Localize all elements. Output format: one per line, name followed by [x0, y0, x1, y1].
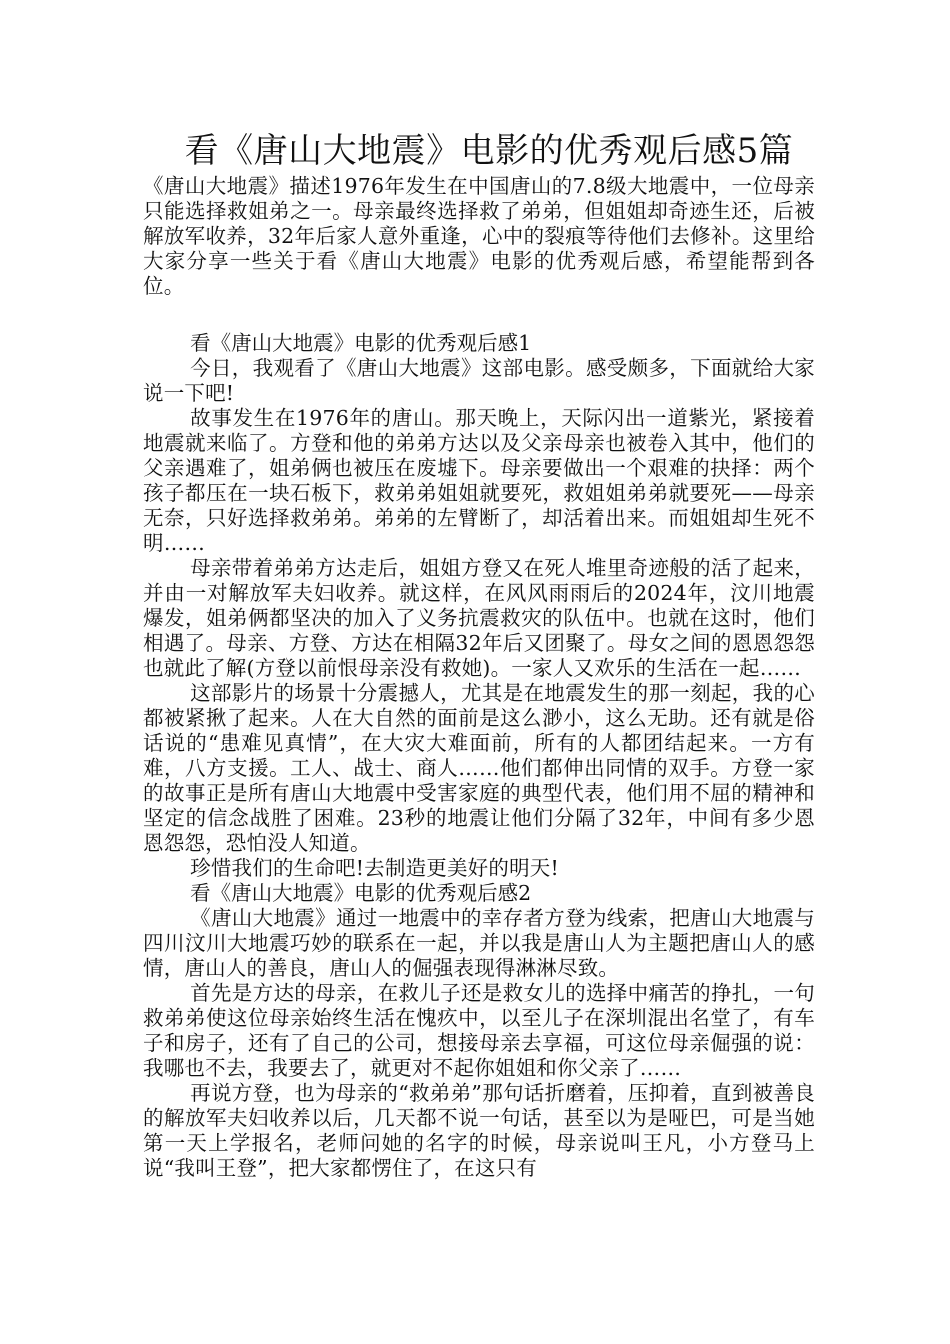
body-paragraph: 《唐山大地震》通过一地震中的幸存者方登为线索，把唐山大地震与四川汶川大地震巧妙的联系在一起，并以我是唐山人为主题把唐山人的感情，唐山人的善良，唐山人的倔强表现得淋淋尽致。 — [143, 906, 815, 980]
body-paragraph: 首先是方达的母亲，在救儿子还是救女儿的选择中痛苦的挣扎，一句救弟弟使这位母亲始终生活在愧疚中，以至儿子在深圳混出名堂了，有车子和房子，还有了自己的公司，想接母亲去享福，可这位母亲倔强的说：我哪也不去，我要去了，就更对不起你姐姐和你父亲了…… — [143, 981, 815, 1080]
body-paragraph: 再说方登，也为母亲的“救弟弟”那句话折磨着，压抑着，直到被善良的解放军夫妇收养以后，几天都不说一句话，甚至以为是哑巴，可是当她第一天上学报名，老师问她的名字的时候，母亲说叫王凡，小方登马上说“我叫王登”，把大家都愣住了，在这只有 — [143, 1081, 815, 1180]
section-2 — [143, 881, 815, 1181]
section-heading: 看《唐山大地震》电影的优秀观后感2 — [190, 881, 532, 905]
document-page — [143, 128, 815, 1181]
body-paragraph: 故事发生在1976年的唐山。那天晚上，天际闪出一道紫光，紧接着地震就来临了。方登和他的弟弟方达以及父亲母亲也被卷入其中，他们的父亲遇难了，姐弟俩也被压在废墟下。母亲要做出一个艰难的抉择：两个孩子都压在一块石板下，救弟弟姐姐就要死，救姐姐弟弟就要死——母亲无奈，只好选择救弟弟。弟弟的左臂断了，却活着出来。而姐姐却生死不明…… — [143, 406, 815, 555]
body-paragraph: 这部影片的场景十分震撼人，尤其是在地震发生的那一刻起，我的心都被紧揪了起来。人在大自然的面前是这么渺小，这么无助。还有就是俗话说的“患难见真情”，在大灾大难面前，所有的人都团结起来。一方有难，八方支援。工人、战士、商人……他们都伸出同情的双手。方登一家的故事正是所有唐山大地震中受害家庭的典型代表，他们用不屈的精神和坚定的信念战胜了困难。23秒的地震让他们分隔了32年，中间有多少恩恩怨怨，恐怕没人知道。 — [143, 681, 815, 855]
section-heading: 看《唐山大地震》电影的优秀观后感1 — [190, 331, 532, 355]
intro-paragraph: 《唐山大地震》描述1976年发生在中国唐山的7.8级大地震中，一位母亲只能选择救姐弟之一。母亲最终选择救了弟弟，但姐姐却奇迹生还，后被解放军收养，32年后家人意外重逢，心中的裂痕等待他们去修补。这里给大家分享一些关于看《唐山大地震》电影的优秀观后感，希望能帮到各位。 — [143, 174, 815, 298]
document-title: 看《唐山大地震》电影的优秀观后感5篇 — [184, 131, 794, 171]
body-paragraph: 珍惜我们的生命吧!去制造更美好的明天! — [190, 856, 559, 880]
body-paragraph: 母亲带着弟弟方达走后，姐姐方登又在死人堆里奇迹般的活了起来，并由一对解放军夫妇收养。就这样，在风风雨雨后的2024年，汶川地震爆发，姐弟俩都坚决的加入了义务抗震救灾的队伍中。也就在这时，他们相遇了。母亲、方登、方达在相隔32年后又团聚了。母女之间的恩恩怨怨也就此了解(方登以前恨母亲没有救她)。一家人又欢乐的生活在一起…… — [143, 556, 815, 680]
body-paragraph: 今日，我观看了《唐山大地震》这部电影。感受颇多，下面就给大家说一下吧! — [143, 356, 815, 405]
section-1 — [143, 331, 815, 881]
section-gap — [143, 299, 815, 331]
